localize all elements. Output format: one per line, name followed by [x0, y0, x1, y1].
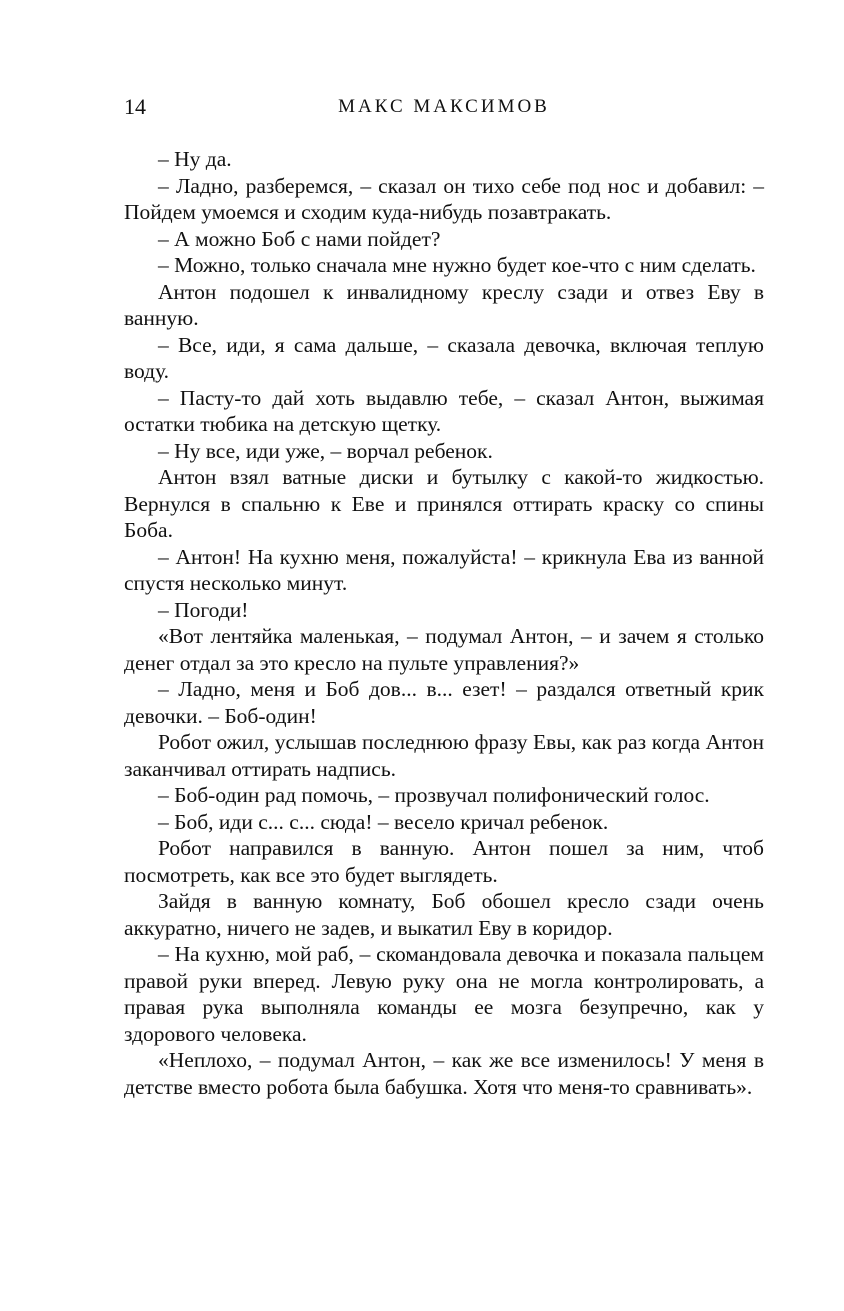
paragraph: – Ну все, иди уже, – ворчал ребенок.: [158, 438, 493, 463]
paragraph: – Боб, иди с... с... сюда! – весело кричал ребенок.: [158, 809, 609, 834]
paragraph: – Погоди!: [158, 597, 249, 622]
paragraph: Антон взял ватные диски и бутылку с какой-то жидкостью. Вернулся в спальню к Еве и принялся оттирать краску со спины Боба.: [124, 465, 764, 542]
paragraph: – Пасту-то дай хоть выдавлю тебе, – сказал Антон, выжимая остатки тюбика на детскую щетку.: [124, 385, 764, 436]
running-head-author: МАКС МАКСИМОВ: [338, 96, 550, 117]
body-text: [124, 146, 764, 1100]
paragraph: – Антон! На кухню меня, пожалуйста! – крикнула Ева из ванной спустя несколько минут.: [124, 544, 764, 595]
paragraph: – Боб-один рад помочь, – прозвучал полифонический голос.: [158, 783, 710, 807]
paragraph: – На кухню, мой раб, – скомандовала девочка и показала пальцем правой руки вперед. Левую руку она не могла контролировать, а правая рука выполняла команды ее мозга безупречно, как у здорового человека.: [124, 942, 764, 1046]
paragraph: – Ладно, разберемся, – сказал он тихо себе под нос и добавил: – Пойдем умоемся и сходим куда-нибудь позавтракать.: [124, 173, 764, 224]
running-head: [124, 92, 764, 122]
paragraph: – Ладно, меня и Боб дов... в... езет! – раздался ответный крик девочки. – Боб-один!: [124, 677, 764, 728]
paragraph: Антон подошел к инвалидному креслу сзади и отвез Еву в ванную.: [124, 279, 764, 330]
paragraph: – А можно Боб с нами пойдет?: [158, 226, 441, 251]
paragraph: Робот ожил, услышав последнюю фразу Евы, как раз когда Антон заканчивал оттирать надпись.: [124, 730, 764, 781]
paragraph: «Неплохо, – подумал Антон, – как же все изменилось! У меня в детстве вместо робота была бабушка. Хотя что меня-то сравнивать».: [124, 1048, 764, 1099]
paragraph: – Ну да.: [158, 147, 232, 171]
page-number: 14: [124, 94, 146, 119]
paragraph: – Можно, только сначала мне нужно будет кое-что с ним сделать.: [158, 253, 756, 277]
paragraph: Робот направился в ванную. Антон пошел за ним, чтоб посмотреть, как все это будет выглядеть.: [124, 836, 764, 887]
paragraph: «Вот лентяйка маленькая, – подумал Антон, – и зачем я столько денег отдал за это кресло на пульте управления?»: [124, 624, 764, 675]
paragraph: Зайдя в ванную комнату, Боб обошел кресло сзади очень аккуратно, ничего не задев, и выкатил Еву в коридор.: [124, 889, 764, 940]
paragraph: – Все, иди, я сама дальше, – сказала девочка, включая теплую воду.: [124, 332, 764, 383]
